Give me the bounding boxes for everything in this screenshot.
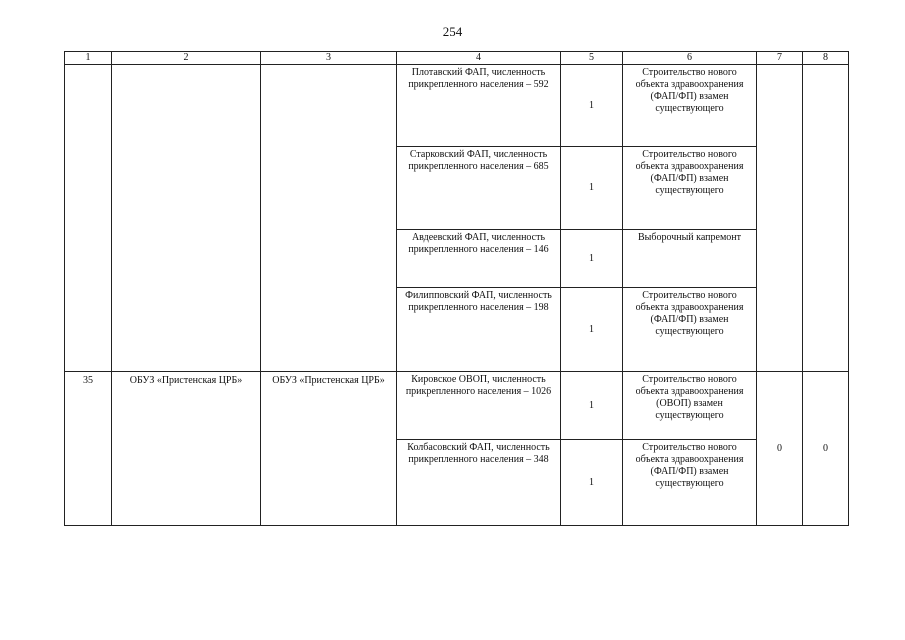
table-row (65, 65, 849, 147)
organization-cell (112, 65, 261, 372)
quantity-cell: 1 (561, 65, 623, 147)
row-number-cell: 35 (65, 372, 112, 526)
facility-cell: Филипповский ФАП, численность прикрепленного населения – 198 (397, 288, 561, 372)
quantity-cell: 1 (561, 147, 623, 230)
row-number-cell (65, 65, 112, 372)
column8-cell (803, 65, 849, 372)
column-number-row (65, 52, 849, 65)
work-type-cell: Строительство нового объекта здравоохранения (ФАП/ФП) взамен существующего (623, 147, 757, 230)
column8-cell: 0 (803, 372, 849, 526)
quantity-cell: 1 (561, 288, 623, 372)
organization-cell: ОБУЗ «Пристенская ЦРБ» (261, 372, 397, 526)
work-type-cell: Строительство нового объекта здравоохранения (ОВОП) взамен существующего (623, 372, 757, 440)
quantity-cell: 1 (561, 440, 623, 526)
organization-cell (261, 65, 397, 372)
organization-cell: ОБУЗ «Пристенская ЦРБ» (112, 372, 261, 526)
column7-cell: 0 (757, 372, 803, 526)
column-header: 5 (561, 52, 623, 65)
work-type-cell: Строительство нового объекта здравоохранения (ФАП/ФП) взамен существующего (623, 440, 757, 526)
page-number: 254 (442, 24, 463, 39)
work-type-cell: Строительство нового объекта здравоохранения (ФАП/ФП) взамен существующего (623, 65, 757, 147)
table-row (65, 372, 849, 440)
column7-cell (757, 65, 803, 372)
facility-cell: Кировское ОВОП, численность прикрепленного населения – 1026 (397, 372, 561, 440)
column-header: 8 (803, 52, 849, 65)
column-header: 2 (112, 52, 261, 65)
facility-cell: Колбасовский ФАП, численность прикрепленного населения – 348 (397, 440, 561, 526)
column-header: 1 (65, 52, 112, 65)
facility-cell: Старковский ФАП, численность прикрепленного населения – 685 (397, 147, 561, 230)
column-header: 3 (261, 52, 397, 65)
quantity-cell: 1 (561, 372, 623, 440)
facility-cell: Плотавский ФАП, численность прикрепленного населения – 592 (397, 65, 561, 147)
facility-cell: Авдеевский ФАП, численность прикрепленного населения – 146 (397, 230, 561, 288)
facilities-table (64, 51, 849, 526)
column-header: 7 (757, 52, 803, 65)
work-type-cell: Выборочный капремонт (623, 230, 757, 288)
column-header: 4 (397, 52, 561, 65)
quantity-cell: 1 (561, 230, 623, 288)
column-header: 6 (623, 52, 757, 65)
work-type-cell: Строительство нового объекта здравоохранения (ФАП/ФП) взамен существующего (623, 288, 757, 372)
